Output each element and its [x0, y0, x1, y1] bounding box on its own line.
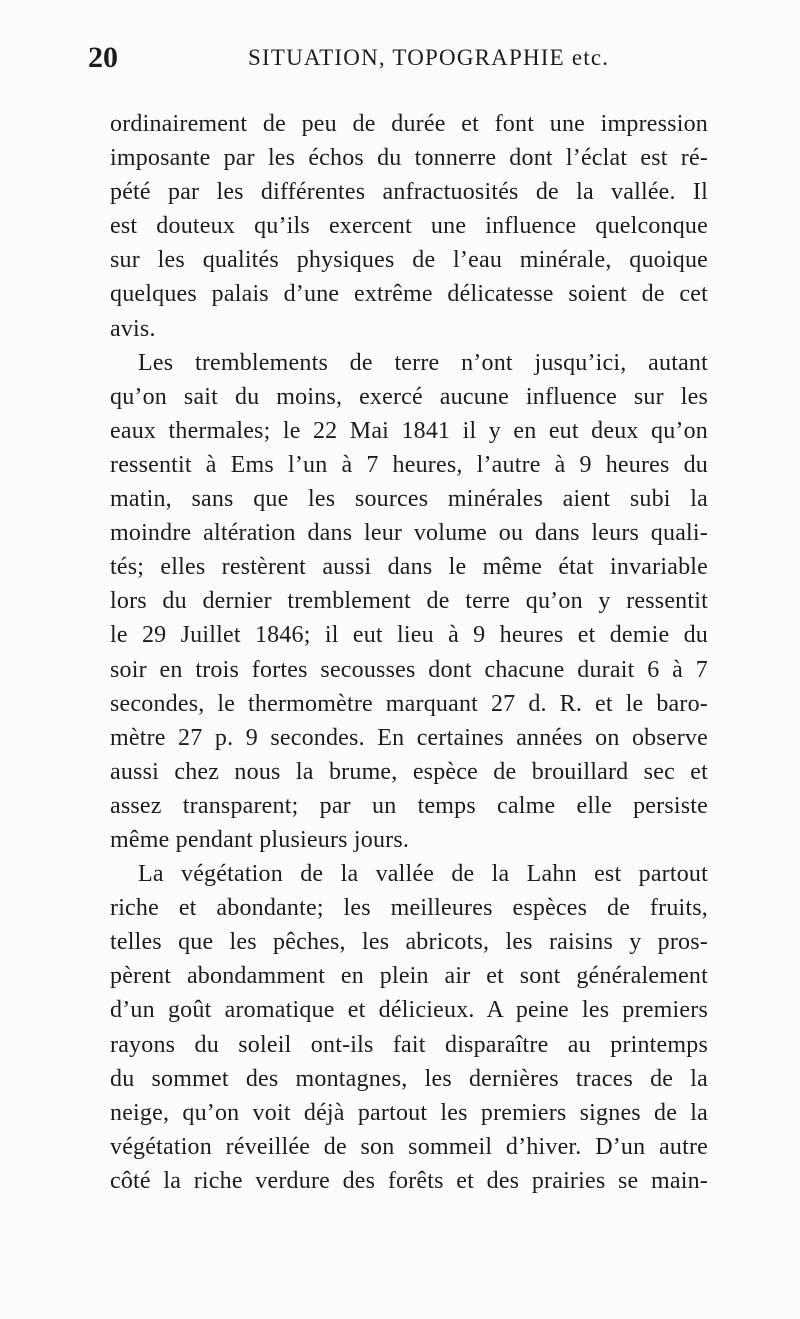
- page-number: 20: [88, 41, 118, 74]
- text-line: ressentit à Ems l’un à 7 heures, l’autre à 9 heures du: [110, 451, 708, 478]
- paragraph-start-line: La végétation de la vallée de la Lahn est partout: [138, 861, 708, 888]
- text-line: pété par les différentes anfractuosités de la vallée. Il: [110, 179, 708, 206]
- text-line: d’un goût aromatique et délicieux. A peine les premiers: [110, 997, 708, 1024]
- text-line: moindre altération dans leur volume ou dans leurs quali-: [110, 520, 708, 547]
- text-line: assez transparent; par un temps calme elle persiste: [110, 792, 708, 819]
- text-line: secondes, le thermomètre marquant 27 d. R. et le baro-: [110, 690, 708, 717]
- text-line: soir en trois fortes secousses dont chacune durait 6 à 7: [110, 656, 708, 683]
- text-line: imposante par les échos du tonnerre dont l’éclat est ré-: [110, 145, 708, 172]
- text-line: eaux thermales; le 22 Mai 1841 il y en eut deux qu’on: [110, 417, 708, 444]
- text-line: qu’on sait du moins, exercé aucune influence sur les: [110, 383, 708, 410]
- text-line: côté la riche verdure des forêts et des prairies se main-: [110, 1167, 708, 1194]
- text-line: tés; elles restèrent aussi dans le même état invariable: [110, 554, 708, 581]
- text-line: lors du dernier tremblement de terre qu’on y ressentit: [110, 588, 708, 615]
- text-line: mètre 27 p. 9 secondes. En certaines années on observe: [110, 724, 708, 751]
- text-line: sur les qualités physiques de l’eau minérale, quoique: [110, 247, 708, 274]
- paragraph-end-line: avis.: [110, 315, 156, 342]
- text-line: riche et abondante; les meilleures espèces de fruits,: [110, 895, 708, 922]
- text-line: est douteux qu’ils exercent une influence quelconque: [110, 213, 708, 240]
- running-title: SITUATION, TOPOGRAPHIE etc.: [248, 45, 610, 70]
- text-line: du sommet des montagnes, les dernières traces de la: [110, 1065, 708, 1092]
- text-line: le 29 Juillet 1846; il eut lieu à 9 heures et demie du: [110, 622, 708, 649]
- text-line: végétation réveillée de son sommeil d’hiver. D’un autre: [110, 1133, 708, 1160]
- text-line: telles que les pêches, les abricots, les raisins y pros-: [110, 929, 708, 956]
- paragraph-start-line: Les tremblements de terre n’ont jusqu’ici, autant: [138, 349, 708, 376]
- text-line: rayons du soleil ont-ils fait disparaître au printemps: [110, 1031, 708, 1058]
- text-line: pèrent abondamment en plein air et sont généralement: [110, 963, 708, 990]
- paragraph-end-line: même pendant plusieurs jours.: [110, 826, 410, 853]
- running-head: [88, 38, 748, 78]
- text-line: neige, qu’on voit déjà partout les premiers signes de la: [110, 1099, 708, 1126]
- text-line: matin, sans que les sources minérales aient subi la: [110, 486, 708, 513]
- text-line: quelques palais d’une extrême délicatesse soient de cet: [110, 281, 708, 308]
- body-text: [110, 107, 708, 1198]
- text-line: aussi chez nous la brume, espèce de brouillard sec et: [110, 758, 708, 785]
- text-line: ordinairement de peu de durée et font une impression: [110, 111, 708, 137]
